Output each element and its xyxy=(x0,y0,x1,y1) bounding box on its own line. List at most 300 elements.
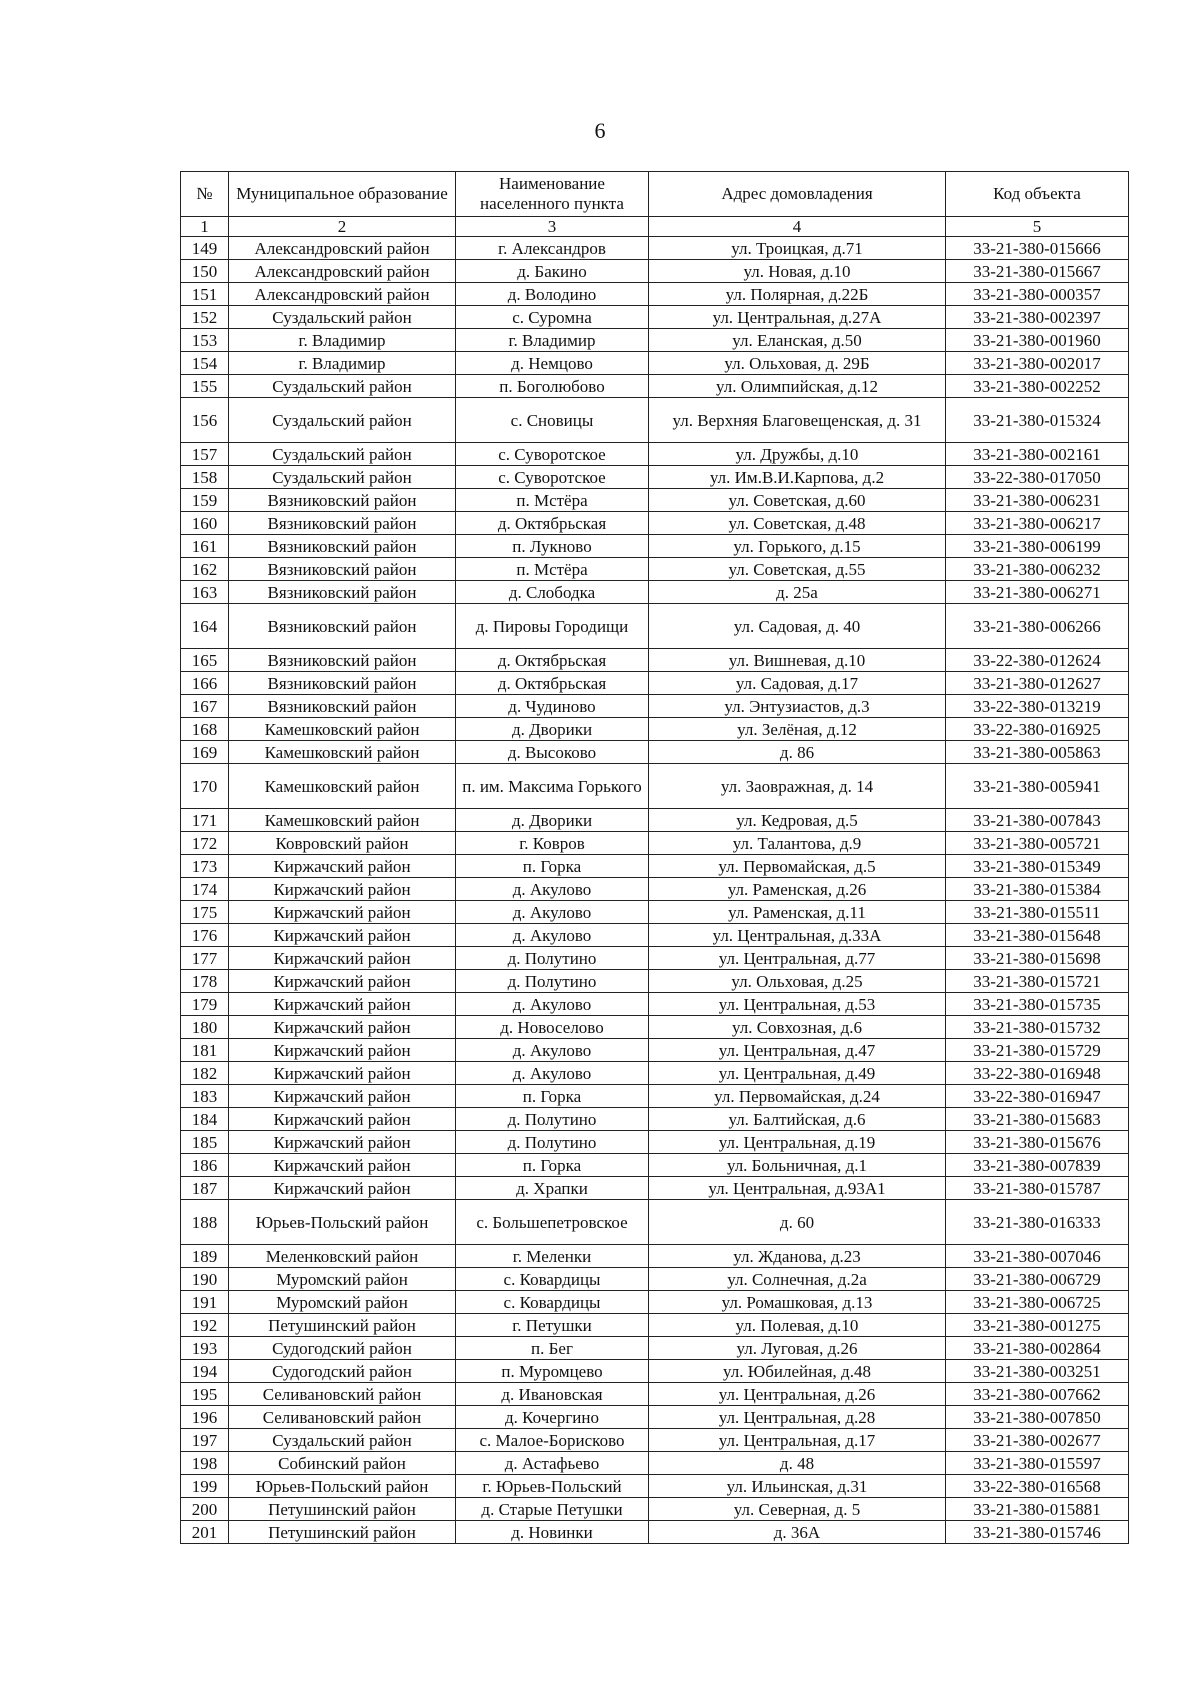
address-cell: ул. Вишневая, д.10 xyxy=(649,649,946,672)
address-cell: ул. Юбилейная, д.48 xyxy=(649,1360,946,1383)
row-number: 186 xyxy=(181,1154,229,1177)
address-cell: ул. Садовая, д. 40 xyxy=(649,604,946,649)
row-number: 152 xyxy=(181,306,229,329)
row-number: 171 xyxy=(181,809,229,832)
municipality-cell: Селивановский район xyxy=(229,1406,456,1429)
municipality-cell: Киржачский район xyxy=(229,970,456,993)
table-row xyxy=(181,1314,1129,1337)
row-number: 201 xyxy=(181,1521,229,1544)
table-row xyxy=(181,993,1129,1016)
table-row xyxy=(181,352,1129,375)
settlement-cell: д. Октябрьская xyxy=(456,649,649,672)
object-code-cell: 33-21-380-015732 xyxy=(946,1016,1129,1039)
object-code-cell: 33-22-380-016947 xyxy=(946,1085,1129,1108)
settlement-cell: п. Горка xyxy=(456,855,649,878)
address-cell: ул. Талантова, д.9 xyxy=(649,832,946,855)
column-number: 1 xyxy=(181,217,229,237)
object-code-cell: 33-21-380-015676 xyxy=(946,1131,1129,1154)
settlement-cell: д. Астафьево xyxy=(456,1452,649,1475)
object-code-cell: 33-21-380-015698 xyxy=(946,947,1129,970)
municipality-cell: Вязниковский район xyxy=(229,512,456,535)
object-code-cell: 33-21-380-000357 xyxy=(946,283,1129,306)
row-number: 185 xyxy=(181,1131,229,1154)
object-code-cell: 33-21-380-015349 xyxy=(946,855,1129,878)
row-number: 197 xyxy=(181,1429,229,1452)
address-cell: ул. Центральная, д.77 xyxy=(649,947,946,970)
address-cell: ул. Ольховая, д.25 xyxy=(649,970,946,993)
settlement-cell: д. Октябрьская xyxy=(456,672,649,695)
municipality-cell: Александровский район xyxy=(229,237,456,260)
municipality-cell: Киржачский район xyxy=(229,1039,456,1062)
header-address: Адрес домовладения xyxy=(649,172,946,217)
address-cell: ул. Советская, д.55 xyxy=(649,558,946,581)
address-cell: ул. Советская, д.60 xyxy=(649,489,946,512)
address-cell: ул. Совхозная, д.6 xyxy=(649,1016,946,1039)
row-number: 189 xyxy=(181,1245,229,1268)
settlement-cell: с. Суворотское xyxy=(456,466,649,489)
object-code-cell: 33-21-380-002017 xyxy=(946,352,1129,375)
object-code-cell: 33-21-380-006199 xyxy=(946,535,1129,558)
settlement-cell: д. Ивановская xyxy=(456,1383,649,1406)
object-code-cell: 33-21-380-002161 xyxy=(946,443,1129,466)
object-code-cell: 33-21-380-007850 xyxy=(946,1406,1129,1429)
table-row xyxy=(181,1177,1129,1200)
municipality-cell: Камешковский район xyxy=(229,741,456,764)
settlement-cell: д. Акулово xyxy=(456,901,649,924)
table-row xyxy=(181,1337,1129,1360)
object-code-cell: 33-21-380-001275 xyxy=(946,1314,1129,1337)
settlement-cell: п. Боголюбово xyxy=(456,375,649,398)
table-row xyxy=(181,832,1129,855)
row-number: 161 xyxy=(181,535,229,558)
row-number: 181 xyxy=(181,1039,229,1062)
object-code-cell: 33-21-380-005721 xyxy=(946,832,1129,855)
row-number: 155 xyxy=(181,375,229,398)
address-cell: ул. Ромашковая, д.13 xyxy=(649,1291,946,1314)
settlement-cell: п. Мстёра xyxy=(456,558,649,581)
row-number: 165 xyxy=(181,649,229,672)
row-number: 192 xyxy=(181,1314,229,1337)
object-code-cell: 33-21-380-006232 xyxy=(946,558,1129,581)
object-code-cell: 33-21-380-015511 xyxy=(946,901,1129,924)
row-number: 159 xyxy=(181,489,229,512)
address-cell: ул. Жданова, д.23 xyxy=(649,1245,946,1268)
table-row xyxy=(181,1085,1129,1108)
municipality-cell: Вязниковский район xyxy=(229,604,456,649)
settlement-cell: п. им. Максима Горького xyxy=(456,764,649,809)
municipality-cell: Камешковский район xyxy=(229,718,456,741)
table-row xyxy=(181,1360,1129,1383)
row-number: 178 xyxy=(181,970,229,993)
object-code-cell: 33-21-380-002397 xyxy=(946,306,1129,329)
object-code-cell: 33-22-380-012624 xyxy=(946,649,1129,672)
row-number: 180 xyxy=(181,1016,229,1039)
row-number: 156 xyxy=(181,398,229,443)
object-code-cell: 33-22-380-013219 xyxy=(946,695,1129,718)
address-cell: д. 25а xyxy=(649,581,946,604)
table-row xyxy=(181,1039,1129,1062)
row-number: 187 xyxy=(181,1177,229,1200)
settlement-cell: г. Петушки xyxy=(456,1314,649,1337)
municipality-cell: Киржачский район xyxy=(229,1085,456,1108)
table-row xyxy=(181,1154,1129,1177)
object-code-cell: 33-21-380-012627 xyxy=(946,672,1129,695)
table-row xyxy=(181,901,1129,924)
table-row xyxy=(181,1108,1129,1131)
settlement-cell: с. Суромна xyxy=(456,306,649,329)
address-cell: ул. Зелёная, д.12 xyxy=(649,718,946,741)
header-settlement: Наименование населенного пункта xyxy=(456,172,649,217)
table-row xyxy=(181,375,1129,398)
row-number: 153 xyxy=(181,329,229,352)
table-row xyxy=(181,1406,1129,1429)
municipality-cell: Суздальский район xyxy=(229,375,456,398)
settlement-cell: п. Горка xyxy=(456,1085,649,1108)
municipality-cell: Собинский район xyxy=(229,1452,456,1475)
row-number: 176 xyxy=(181,924,229,947)
settlement-cell: д. Акулово xyxy=(456,1039,649,1062)
row-number: 195 xyxy=(181,1383,229,1406)
address-cell: ул. Полевая, д.10 xyxy=(649,1314,946,1337)
settlement-cell: г. Александров xyxy=(456,237,649,260)
table-row xyxy=(181,1291,1129,1314)
settlement-cell: д. Полутино xyxy=(456,1131,649,1154)
settlement-cell: д. Дворики xyxy=(456,809,649,832)
row-number: 190 xyxy=(181,1268,229,1291)
settlement-cell: д. Полутино xyxy=(456,1108,649,1131)
address-cell: ул. Луговая, д.26 xyxy=(649,1337,946,1360)
address-cell: ул. Больничная, д.1 xyxy=(649,1154,946,1177)
table-row xyxy=(181,1016,1129,1039)
object-code-cell: 33-21-380-005941 xyxy=(946,764,1129,809)
column-numbers-row xyxy=(181,217,1129,237)
row-number: 193 xyxy=(181,1337,229,1360)
table-row xyxy=(181,1452,1129,1475)
table-row xyxy=(181,1521,1129,1544)
object-code-cell: 33-22-380-016925 xyxy=(946,718,1129,741)
settlement-cell: д. Акулово xyxy=(456,878,649,901)
settlement-cell: д. Полутино xyxy=(456,970,649,993)
address-cell: ул. Первомайская, д.5 xyxy=(649,855,946,878)
settlement-cell: д. Пировы Городищи xyxy=(456,604,649,649)
table-row xyxy=(181,718,1129,741)
row-number: 200 xyxy=(181,1498,229,1521)
municipality-cell: Вязниковский район xyxy=(229,535,456,558)
column-number: 2 xyxy=(229,217,456,237)
row-number: 170 xyxy=(181,764,229,809)
municipality-cell: Киржачский район xyxy=(229,1154,456,1177)
table-row xyxy=(181,672,1129,695)
row-number: 167 xyxy=(181,695,229,718)
object-code-cell: 33-21-380-015746 xyxy=(946,1521,1129,1544)
address-cell: ул. Центральная, д.17 xyxy=(649,1429,946,1452)
row-number: 162 xyxy=(181,558,229,581)
municipality-cell: Суздальский район xyxy=(229,1429,456,1452)
municipality-cell: Камешковский район xyxy=(229,764,456,809)
object-code-cell: 33-21-380-006231 xyxy=(946,489,1129,512)
table-row xyxy=(181,604,1129,649)
municipality-cell: Киржачский район xyxy=(229,1177,456,1200)
municipality-cell: Селивановский район xyxy=(229,1383,456,1406)
address-cell: ул. Полярная, д.22Б xyxy=(649,283,946,306)
column-number: 5 xyxy=(946,217,1129,237)
table-row xyxy=(181,947,1129,970)
table-row xyxy=(181,741,1129,764)
column-number: 4 xyxy=(649,217,946,237)
table-row xyxy=(181,1200,1129,1245)
row-number: 172 xyxy=(181,832,229,855)
object-code-cell: 33-21-380-016333 xyxy=(946,1200,1129,1245)
object-code-cell: 33-21-380-006266 xyxy=(946,604,1129,649)
row-number: 164 xyxy=(181,604,229,649)
municipality-cell: Суздальский район xyxy=(229,466,456,489)
table-row xyxy=(181,1429,1129,1452)
column-number: 3 xyxy=(456,217,649,237)
address-cell: ул. Заовражная, д. 14 xyxy=(649,764,946,809)
object-code-cell: 33-21-380-015324 xyxy=(946,398,1129,443)
municipality-cell: Ковровский район xyxy=(229,832,456,855)
settlement-cell: с. Большепетровское xyxy=(456,1200,649,1245)
table-row xyxy=(181,649,1129,672)
object-code-cell: 33-22-380-016568 xyxy=(946,1475,1129,1498)
object-code-cell: 33-21-380-007843 xyxy=(946,809,1129,832)
table-row xyxy=(181,237,1129,260)
address-cell: ул. Центральная, д.19 xyxy=(649,1131,946,1154)
table-row xyxy=(181,535,1129,558)
municipality-cell: Юрьев-Польский район xyxy=(229,1200,456,1245)
object-code-cell: 33-21-380-015597 xyxy=(946,1452,1129,1475)
municipality-cell: Александровский район xyxy=(229,283,456,306)
object-code-cell: 33-21-380-015648 xyxy=(946,924,1129,947)
table-row xyxy=(181,306,1129,329)
settlement-cell: д. Немцово xyxy=(456,352,649,375)
row-number: 173 xyxy=(181,855,229,878)
municipality-cell: Петушинский район xyxy=(229,1521,456,1544)
address-cell: д. 60 xyxy=(649,1200,946,1245)
address-cell: ул. Кедровая, д.5 xyxy=(649,809,946,832)
address-cell: ул. Северная, д. 5 xyxy=(649,1498,946,1521)
address-cell: д. 86 xyxy=(649,741,946,764)
table-row xyxy=(181,443,1129,466)
header-number: № xyxy=(181,172,229,217)
settlement-cell: п. Горка xyxy=(456,1154,649,1177)
address-cell: ул. Энтузиастов, д.3 xyxy=(649,695,946,718)
municipality-cell: Киржачский район xyxy=(229,993,456,1016)
settlement-cell: с. Ковардицы xyxy=(456,1268,649,1291)
settlement-cell: д. Кочергино xyxy=(456,1406,649,1429)
address-cell: ул. Центральная, д.49 xyxy=(649,1062,946,1085)
object-code-cell: 33-21-380-015787 xyxy=(946,1177,1129,1200)
table-row xyxy=(181,1245,1129,1268)
settlement-cell: д. Слободка xyxy=(456,581,649,604)
row-number: 198 xyxy=(181,1452,229,1475)
table-row xyxy=(181,558,1129,581)
object-code-cell: 33-21-380-015384 xyxy=(946,878,1129,901)
settlement-cell: д. Новоселово xyxy=(456,1016,649,1039)
address-cell: ул. Новая, д.10 xyxy=(649,260,946,283)
settlement-cell: д. Полутино xyxy=(456,947,649,970)
address-cell: д. 36А xyxy=(649,1521,946,1544)
table-row xyxy=(181,809,1129,832)
address-cell: ул. Раменская, д.11 xyxy=(649,901,946,924)
object-code-cell: 33-21-380-007046 xyxy=(946,1245,1129,1268)
object-code-cell: 33-21-380-015683 xyxy=(946,1108,1129,1131)
address-cell: ул. Балтийская, д.6 xyxy=(649,1108,946,1131)
row-number: 194 xyxy=(181,1360,229,1383)
object-code-cell: 33-21-380-002252 xyxy=(946,375,1129,398)
address-cell: ул. Ильинская, д.31 xyxy=(649,1475,946,1498)
object-code-cell: 33-21-380-006729 xyxy=(946,1268,1129,1291)
table-row xyxy=(181,283,1129,306)
settlement-cell: г. Ковров xyxy=(456,832,649,855)
row-number: 183 xyxy=(181,1085,229,1108)
row-number: 154 xyxy=(181,352,229,375)
row-number: 169 xyxy=(181,741,229,764)
address-cell: ул. Солнечная, д.2а xyxy=(649,1268,946,1291)
object-code-cell: 33-21-380-006271 xyxy=(946,581,1129,604)
settlement-cell: с. Суворотское xyxy=(456,443,649,466)
municipality-cell: Юрьев-Польский район xyxy=(229,1475,456,1498)
municipality-cell: Суздальский район xyxy=(229,306,456,329)
row-number: 182 xyxy=(181,1062,229,1085)
municipality-cell: Киржачский район xyxy=(229,1131,456,1154)
table-row xyxy=(181,764,1129,809)
row-number: 151 xyxy=(181,283,229,306)
settlement-cell: д. Бакино xyxy=(456,260,649,283)
settlement-cell: г. Юрьев-Польский xyxy=(456,1475,649,1498)
header-municipality: Муниципальное образование xyxy=(229,172,456,217)
object-code-cell: 33-21-380-015729 xyxy=(946,1039,1129,1062)
municipality-cell: Вязниковский район xyxy=(229,672,456,695)
row-number: 191 xyxy=(181,1291,229,1314)
table-row xyxy=(181,466,1129,489)
object-code-cell: 33-21-380-015735 xyxy=(946,993,1129,1016)
municipality-cell: Киржачский район xyxy=(229,855,456,878)
municipality-cell: Вязниковский район xyxy=(229,558,456,581)
settlement-cell: с. Сновицы xyxy=(456,398,649,443)
municipality-cell: Меленковский район xyxy=(229,1245,456,1268)
address-cell: ул. Верхняя Благовещенская, д. 31 xyxy=(649,398,946,443)
object-code-cell: 33-21-380-015881 xyxy=(946,1498,1129,1521)
object-code-cell: 33-21-380-001960 xyxy=(946,329,1129,352)
row-number: 158 xyxy=(181,466,229,489)
table-row xyxy=(181,581,1129,604)
municipality-cell: Петушинский район xyxy=(229,1314,456,1337)
municipality-cell: Суздальский район xyxy=(229,398,456,443)
table-row xyxy=(181,1268,1129,1291)
address-cell: ул. Первомайская, д.24 xyxy=(649,1085,946,1108)
table-row xyxy=(181,512,1129,535)
table-row xyxy=(181,1383,1129,1406)
row-number: 188 xyxy=(181,1200,229,1245)
municipality-cell: Камешковский район xyxy=(229,809,456,832)
table-row xyxy=(181,1062,1129,1085)
settlement-cell: п. Муромцево xyxy=(456,1360,649,1383)
object-code-cell: 33-21-380-006725 xyxy=(946,1291,1129,1314)
page-number: 6 xyxy=(594,118,606,143)
row-number: 168 xyxy=(181,718,229,741)
table-row xyxy=(181,1498,1129,1521)
settlement-cell: д. Новинки xyxy=(456,1521,649,1544)
address-cell: ул. Центральная, д.33А xyxy=(649,924,946,947)
address-cell: ул. Раменская, д.26 xyxy=(649,878,946,901)
object-code-cell: 33-22-380-017050 xyxy=(946,466,1129,489)
object-code-cell: 33-21-380-015666 xyxy=(946,237,1129,260)
table-row xyxy=(181,1475,1129,1498)
settlement-cell: д. Дворики xyxy=(456,718,649,741)
row-number: 196 xyxy=(181,1406,229,1429)
address-cell: ул. Центральная, д.53 xyxy=(649,993,946,1016)
municipality-cell: Вязниковский район xyxy=(229,581,456,604)
settlement-cell: с. Ковардицы xyxy=(456,1291,649,1314)
municipality-cell: Киржачский район xyxy=(229,901,456,924)
table-row xyxy=(181,329,1129,352)
settlement-cell: с. Малое-Борисково xyxy=(456,1429,649,1452)
address-cell: ул. Советская, д.48 xyxy=(649,512,946,535)
settlement-cell: п. Мстёра xyxy=(456,489,649,512)
table-row xyxy=(181,855,1129,878)
municipality-cell: Киржачский район xyxy=(229,878,456,901)
address-cell: ул. Центральная, д.27А xyxy=(649,306,946,329)
municipality-cell: Вязниковский район xyxy=(229,489,456,512)
address-cell: ул. Им.В.И.Карпова, д.2 xyxy=(649,466,946,489)
municipality-cell: Киржачский район xyxy=(229,1108,456,1131)
row-number: 149 xyxy=(181,237,229,260)
address-cell: ул. Центральная, д.28 xyxy=(649,1406,946,1429)
header-object-code: Код объекта xyxy=(946,172,1129,217)
address-cell: ул. Дружбы, д.10 xyxy=(649,443,946,466)
row-number: 174 xyxy=(181,878,229,901)
address-cell: ул. Садовая, д.17 xyxy=(649,672,946,695)
table-row xyxy=(181,970,1129,993)
settlement-cell: д. Октябрьская xyxy=(456,512,649,535)
settlement-cell: п. Бег xyxy=(456,1337,649,1360)
object-code-cell: 33-21-380-006217 xyxy=(946,512,1129,535)
object-code-cell: 33-21-380-015667 xyxy=(946,260,1129,283)
municipality-cell: Вязниковский район xyxy=(229,649,456,672)
object-code-cell: 33-21-380-007662 xyxy=(946,1383,1129,1406)
row-number: 166 xyxy=(181,672,229,695)
row-number: 175 xyxy=(181,901,229,924)
municipality-cell: Муромский район xyxy=(229,1291,456,1314)
table-row xyxy=(181,260,1129,283)
header-row xyxy=(181,172,1129,217)
row-number: 199 xyxy=(181,1475,229,1498)
object-code-cell: 33-22-380-016948 xyxy=(946,1062,1129,1085)
row-number: 184 xyxy=(181,1108,229,1131)
object-code-cell: 33-21-380-002677 xyxy=(946,1429,1129,1452)
settlement-cell: г. Владимир xyxy=(456,329,649,352)
settlement-cell: п. Лукново xyxy=(456,535,649,558)
municipality-cell: Суздальский район xyxy=(229,443,456,466)
address-cell: ул. Центральная, д.93А1 xyxy=(649,1177,946,1200)
settlement-cell: д. Храпки xyxy=(456,1177,649,1200)
table-row xyxy=(181,878,1129,901)
row-number: 163 xyxy=(181,581,229,604)
address-cell: ул. Ольховая, д. 29Б xyxy=(649,352,946,375)
object-code-cell: 33-21-380-003251 xyxy=(946,1360,1129,1383)
address-cell: ул. Олимпийская, д.12 xyxy=(649,375,946,398)
municipality-cell: Киржачский район xyxy=(229,924,456,947)
object-code-cell: 33-21-380-007839 xyxy=(946,1154,1129,1177)
table-row xyxy=(181,489,1129,512)
municipality-cell: Судогодский район xyxy=(229,1360,456,1383)
table-body xyxy=(181,237,1129,1544)
row-number: 177 xyxy=(181,947,229,970)
object-code-cell: 33-21-380-002864 xyxy=(946,1337,1129,1360)
row-number: 160 xyxy=(181,512,229,535)
address-cell: ул. Центральная, д.26 xyxy=(649,1383,946,1406)
